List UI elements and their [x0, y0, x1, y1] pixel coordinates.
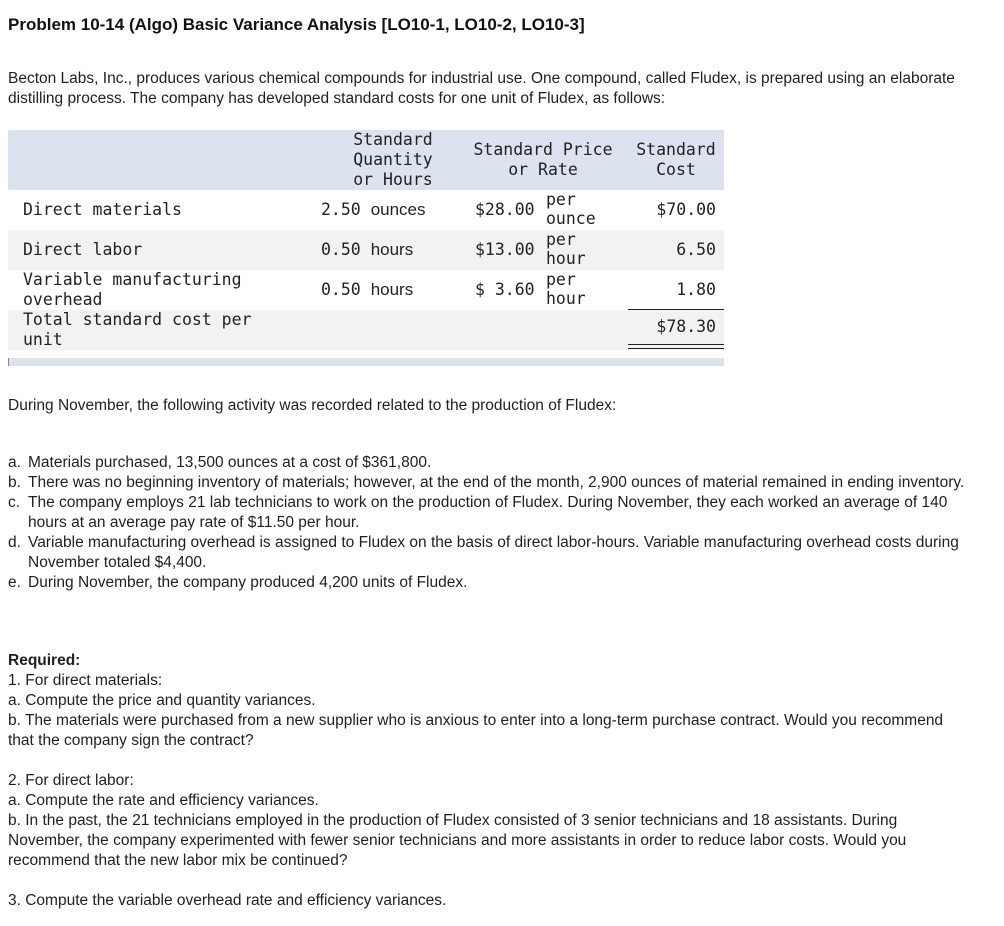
- total-label-line2: unit: [23, 330, 63, 349]
- list-marker: e.: [8, 574, 21, 591]
- qty-value: 0.50: [321, 280, 361, 299]
- per-label: per: [546, 190, 576, 209]
- table-row: [8, 270, 724, 310]
- table-row: [8, 190, 724, 230]
- total-label: [23, 310, 251, 350]
- required-heading: Required:: [8, 652, 81, 669]
- question-1-title: 1. For direct materials:: [8, 672, 163, 689]
- standard-cost-table: [8, 130, 724, 366]
- per-unit: hour: [546, 289, 586, 308]
- header-standard-price: [463, 140, 623, 180]
- list-marker: a.: [8, 454, 21, 471]
- qty-cell: [321, 200, 426, 220]
- price-per: [546, 230, 586, 268]
- table-header: [8, 130, 724, 190]
- per-label: per: [546, 270, 576, 289]
- price-value: $13.00: [475, 240, 535, 259]
- table-row: [8, 230, 724, 270]
- question-3: 3. Compute the variable overhead rate and efficiency variances.: [8, 892, 447, 909]
- activity-intro: During November, the following activity was recorded related to the production of Fludex:: [8, 397, 617, 414]
- list-item: [8, 473, 968, 493]
- row-label: Direct labor: [23, 240, 143, 259]
- table-row-total: [8, 310, 724, 350]
- price-value: $ 3.60: [475, 280, 535, 299]
- cost-value: 1.80: [676, 280, 716, 299]
- header-price-line1: Standard Price: [473, 140, 613, 159]
- header-standard-quantity: [328, 130, 458, 190]
- list-item: [8, 533, 968, 573]
- question-2b: b. In the past, the 21 technicians employed in the production of Fludex consisted of 3 senior technicians and 18 assistants. During November, the company experimented with fewer senior technicians and more assistants in order to reduce labor costs. Would you recommend that the new labor mix be continued?: [8, 812, 907, 869]
- list-item: [8, 453, 968, 473]
- qty-unit: hours: [370, 280, 414, 299]
- header-qty-line3: or Hours: [353, 170, 433, 189]
- cost-value: $70.00: [656, 200, 716, 219]
- list-text: Variable manufacturing overhead is assigned to Fludex on the basis of direct labor-hours. Variable manufacturing overhead costs during November totaled $4,400.: [28, 534, 959, 571]
- total-cost-value: $78.30: [656, 317, 716, 336]
- qty-unit: ounces: [370, 200, 426, 219]
- price-per: [546, 270, 586, 308]
- qty-value: 0.50: [321, 240, 361, 259]
- required-section: [8, 651, 968, 751]
- cost-value: 6.50: [676, 240, 716, 259]
- total-double-rule-bottom: [628, 348, 724, 349]
- header-qty-line2: Quantity: [353, 150, 433, 169]
- list-text: Materials purchased, 13,500 ounces at a cost of $361,800.: [28, 454, 432, 471]
- problem-title: Problem 10-14 (Algo) Basic Variance Analysis [LO10-1, LO10-2, LO10-3]: [8, 15, 585, 34]
- price-per: [546, 190, 596, 228]
- list-marker: c.: [8, 494, 21, 511]
- row-label: [23, 270, 242, 310]
- row-label: Direct materials: [23, 200, 182, 219]
- total-double-rule-top: [628, 344, 724, 345]
- row-label-line1: Variable manufacturing: [23, 270, 242, 289]
- header-standard-cost: [628, 140, 724, 180]
- price-value: $28.00: [475, 200, 535, 219]
- qty-unit: hours: [370, 240, 414, 259]
- header-price-line2: or Rate: [508, 160, 578, 179]
- required-section-2: [8, 771, 968, 871]
- qty-cell: [321, 240, 413, 260]
- row-label-line2: overhead: [23, 290, 103, 309]
- list-text: During November, the company produced 4,200 units of Fludex.: [28, 574, 468, 591]
- per-unit: hour: [546, 249, 586, 268]
- question-2-title: 2. For direct labor:: [8, 772, 134, 789]
- intro-paragraph: Becton Labs, Inc., produces various chemical compounds for industrial use. One compound, called Fludex, is prepared using an elaborate distilling process. The company has developed standard costs for one unit of Fludex, as follows:: [8, 70, 955, 107]
- total-label-line1: Total standard cost per: [23, 310, 252, 329]
- list-text: The company employs 21 lab technicians to work on the production of Fludex. During November, they each worked an average of 140 hours at an average pay rate of $11.50 per hour.: [28, 494, 948, 531]
- header-cost-line1: Standard: [636, 140, 716, 159]
- header-qty-line1: Standard: [353, 130, 433, 149]
- activity-list: [8, 453, 968, 593]
- question-1b: b. The materials were purchased from a new supplier who is anxious to enter into a long-term purchase contract. Would you recommend that the company sign the contract?: [8, 712, 944, 749]
- list-item: [8, 573, 968, 593]
- scrollbar-edge: [8, 358, 9, 366]
- header-cost-line2: Cost: [656, 160, 696, 179]
- per-label: per: [546, 230, 576, 249]
- question-1a: a. Compute the price and quantity variances.: [8, 692, 316, 709]
- question-2a: a. Compute the rate and efficiency variances.: [8, 792, 319, 809]
- qty-cell: [321, 280, 413, 300]
- list-item: [8, 493, 968, 533]
- list-marker: d.: [8, 534, 21, 551]
- list-text: There was no beginning inventory of materials; however, at the end of the month, 2,900 ounces of material remained in ending inventory.: [28, 474, 965, 491]
- qty-value: 2.50: [321, 200, 361, 219]
- table-scrollbar[interactable]: [8, 358, 724, 366]
- list-marker: b.: [8, 474, 21, 491]
- per-unit: ounce: [546, 209, 596, 228]
